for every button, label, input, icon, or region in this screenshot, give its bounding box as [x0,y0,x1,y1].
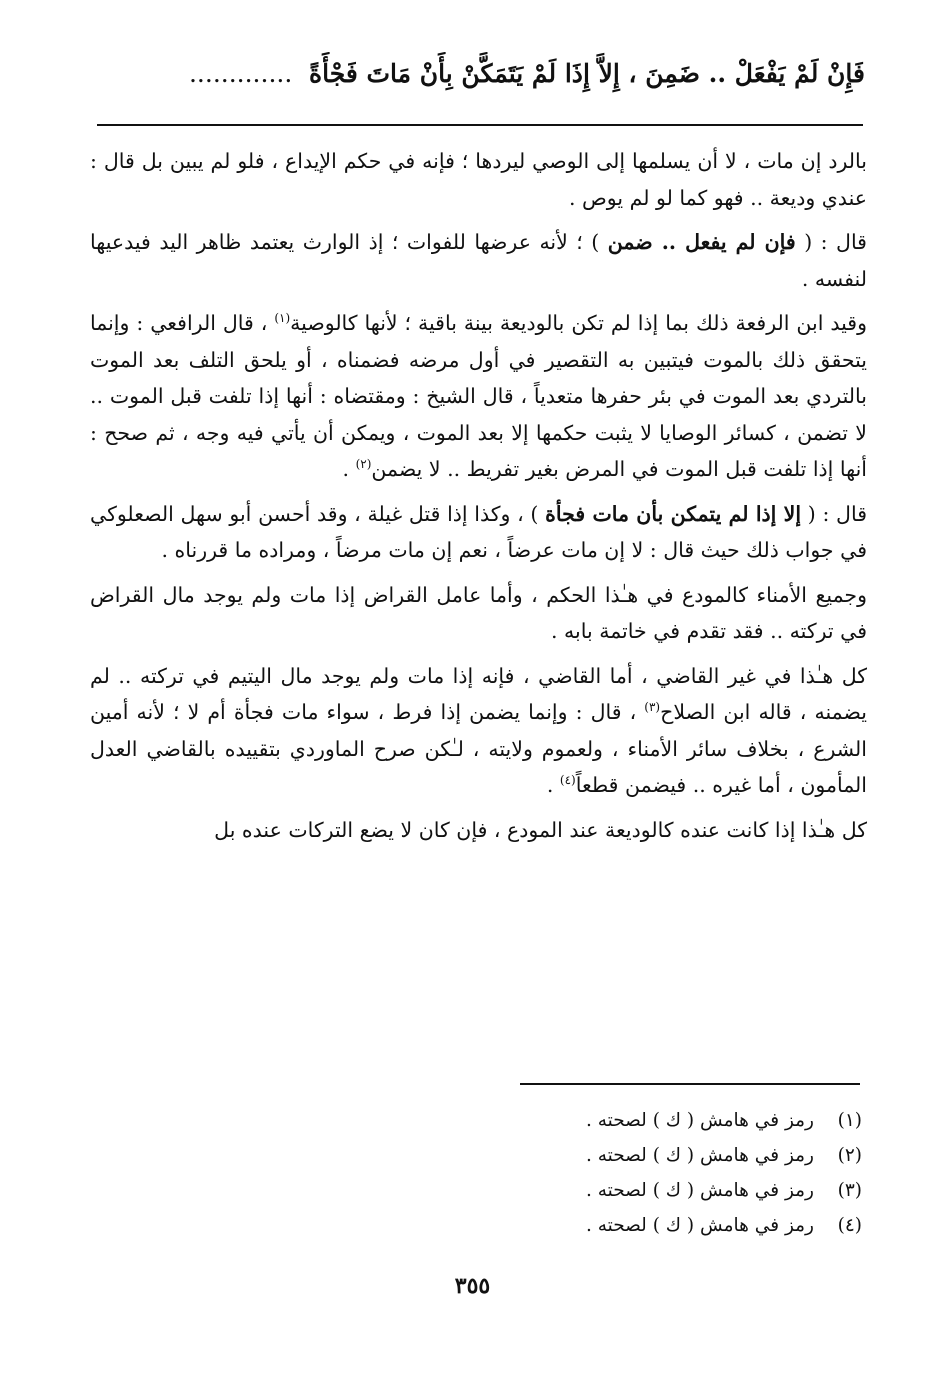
footnote-item [520,1173,862,1208]
paragraph-4-lead: قال : ( [801,501,867,526]
body-text [90,143,867,856]
paragraph-2-lead: قال : ( [795,230,867,254]
paragraph-2 [90,224,867,297]
footnote-ref-4[interactable]: (٤) [559,773,576,788]
footnote-divider [520,1083,860,1085]
paragraph-6-text-c: . [546,773,560,797]
footnote-ref-3[interactable]: (٣) [644,700,661,715]
paragraph-6-text-a: كل هـٰذا في غير القاضي ، أما القاضي ، فإنه إذا مات ولم يوجد مال اليتيم في تركته .. لم يضمنه ، قاله ابن الصلاح [90,663,868,724]
paragraph-5 [90,577,867,650]
paragraph-1-text: بالرد إن مات ، لا أن يسلمها إلى الوصي ليردها ؛ فإنه في حكم الإيداع ، فلو لم يبين بل قال : عندي وديعة .. فهو كما لو لم يوص . [90,149,867,210]
paragraph-6-text-b: ، قال : وإنما يضمن إذا فرط ، سواء مات فجأة أم لا ؛ لأنه أمين الشرع ، بخلاف سائر الأمناء ، ولعموم ولايته ، لـٰكن صرح الماوردي بتقييده بالقاضي العدل المأمون ، أما غيره .. فيضمن قطعاً [90,700,867,797]
page-number: ٣٥٥ [454,1273,491,1299]
running-header-dots: ............. [188,59,293,88]
footnote-ref-1[interactable]: (١) [274,311,291,326]
footnote-number: (٢) [837,1145,862,1166]
paragraph-4-matn: إلا إذا لم يتمكن بأن مات فجأة [545,501,802,526]
footnote-item [520,1103,862,1138]
paragraph-3 [90,305,867,488]
footnote-item [520,1138,862,1173]
footnote-text: رمز في هامش ( ك ) لصحته . [585,1215,814,1236]
footnote-ref-2[interactable]: (٢) [355,457,372,472]
paragraph-2-rest: ) ؛ لأنه عرضها للفوات ؛ إذ الوارث يعتمد ظاهر اليد فيدعيها لنفسه . [90,230,867,291]
paragraph-2-matn: فإن لم يفعل .. ضمن [607,230,796,254]
paragraph-3-text-c: . [342,457,356,481]
paragraph-4-rest: ) ، وكذا إذا قتل غيلة ، وقد أحسن أبو سهل الصعلوكي في جواب ذلك حيث قال : لا إن مات عرضاً ، نعم إن مات مرضاً ، ومراده ما قررناه . [90,501,867,562]
footnote-item [520,1208,862,1243]
paragraph-7 [90,812,867,849]
paragraph-7-text: كل هـٰذا إذا كانت عنده كالوديعة عند المودع ، فإن كان لا يضع التركات عنده بل [214,817,867,842]
paragraph-1 [90,143,867,216]
running-header-text: فَإِنْ لَمْ يَفْعَلْ .. ضَمِنَ ، إِلاَّ إِذَا لَمْ يَتَمَكَّنْ بِأَنْ مَاتَ فَجْأَةً [309,59,865,88]
footnote-text: رمز في هامش ( ك ) لصحته . [585,1145,814,1166]
paragraph-6 [90,658,867,804]
footnotes [520,1103,862,1243]
paragraph-3-text-a: وقيد ابن الرفعة ذلك بما إذا لم تكن بالوديعة بينة باقية ؛ لأنها كالوصية [290,311,868,335]
footnote-text: رمز في هامش ( ك ) لصحته . [585,1110,814,1131]
paragraph-3-text-b: ، قال الرافعي : وإنما يتحقق ذلك بالموت فيتبين به التقصير في أول مرضه فضمناه ، أو يلحق التلف بعد الموت بالتردي بعد الموت في بئر حفرها متعدياً ، قال الشيخ : ومقتضاه : أنها إذا تلفت قبل الموت .. لا تضمن ، كسائر الوصايا لا يثبت حكمها إلا بعد الموت ، ويمكن أن يأتي فيه وجه ، ثم صحح : أنها إذا تلفت قبل الموت في المرض بغير تفريط .. لا يضمن [90,311,867,481]
paragraph-5-text: وجميع الأمناء كالمودع في هـٰذا الحكم ، وأما عامل القراض إذا مات ولم يوجد مال القراض في تركته .. فقد تقدم في خاتمة بابه . [90,582,867,643]
running-header [95,52,865,96]
footnote-number: (١) [837,1110,862,1131]
paragraph-4 [90,496,867,569]
footnote-number: (٤) [837,1215,862,1236]
header-divider [97,124,863,126]
footnote-text: رمز في هامش ( ك ) لصحته . [585,1180,814,1201]
footnote-number: (٣) [837,1180,862,1201]
